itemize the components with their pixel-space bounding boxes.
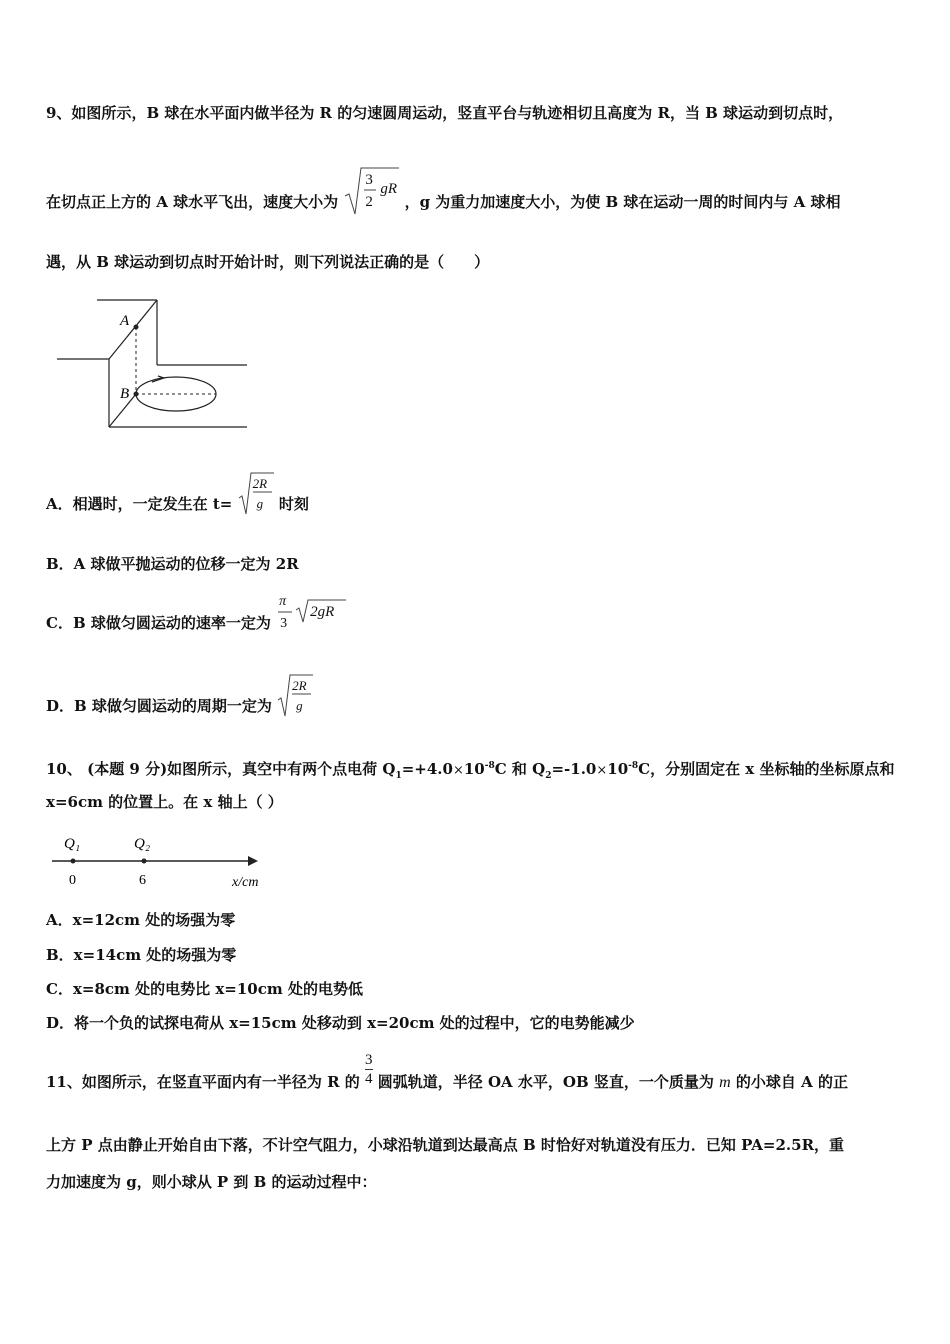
q11-fraction (365, 1051, 373, 1088)
charge-q2 (142, 859, 147, 864)
q9-option-c[interactable] (46, 594, 346, 636)
q10-q2-sub: 2 (545, 771, 552, 781)
q9-option-c-text: C．B 球做匀圆运动的速率一定为 (46, 614, 271, 632)
q11-text-b: 圆弧轨道，半径 OA 水平，OB 竖直，一个质量为 (377, 1073, 714, 1091)
q9-option-a[interactable] (46, 476, 309, 516)
q9-c-num: π (279, 594, 287, 609)
q10-ten-2: 10 (607, 760, 629, 778)
q10-ten-1: 10 (463, 760, 485, 778)
axis-arrow (248, 856, 258, 866)
q9-speed-den: 2 (365, 194, 373, 210)
q10-exp-1: -8 (484, 761, 495, 771)
q9-a-den: g (256, 496, 264, 511)
q9-a-num: 2R (252, 476, 268, 491)
q10-text-e: C，分别固定在 x 坐标轴的坐标原点和 (638, 760, 895, 778)
axis-label-q2: Q₂ (134, 836, 151, 852)
q9-d-den: g (296, 698, 303, 713)
q9-figure (52, 292, 252, 432)
q10-option-b[interactable]: B．x=14cm 处的场强为零 (46, 946, 237, 964)
label-b: B (120, 386, 130, 402)
q10-axis-figure (48, 830, 278, 892)
q11-stem-line3: 力加速度为 g，则小球从 P 到 B 的运动过程中： (46, 1173, 377, 1191)
axis-unit: x/cm (232, 875, 259, 890)
q9-option-b[interactable]: B．A 球做平抛运动的位移一定为 2R (46, 555, 299, 573)
q9-option-d-text: D．B 球做匀圆运动的周期一定为 (46, 697, 272, 715)
q10-text-d: =-1.0 (551, 760, 597, 778)
q10-times-2: × (596, 763, 608, 778)
q11-text-a: 11、如图所示，在竖直平面内有一半径为 R 的 (46, 1073, 360, 1091)
q9-speed-expression (343, 164, 399, 216)
q9-option-a-suffix: 时刻 (278, 495, 309, 513)
axis-tick-6: 6 (139, 873, 146, 888)
q9-stem-line2-a: 在切点正上方的 A 球水平飞出，速度大小为 (46, 193, 339, 211)
q9-option-a-text: A．相遇时，一定发生在 t= (46, 495, 233, 513)
q11-mass-symbol: m (719, 1074, 731, 1091)
q10-option-c[interactable]: C．x=8cm 处的电势比 x=10cm 处的电势低 (46, 980, 363, 998)
charge-q1 (71, 859, 76, 864)
q11-frac-den: 4 (365, 1070, 373, 1087)
q9-option-d-expr (277, 672, 313, 718)
label-a: A (120, 313, 130, 329)
q11-frac-num: 3 (365, 1051, 373, 1068)
q9-c-root: 2gR (310, 604, 335, 620)
q9-option-d[interactable] (46, 678, 313, 718)
q10-text-c: C 和 Q (494, 760, 546, 778)
q9-speed-num: 3 (365, 172, 373, 188)
q9-stem-line2-b: ，g 为重力加速度大小，为使 B 球在运动一周的时间内与 A 球相 (404, 193, 841, 211)
axis-label-q1: Q₁ (64, 836, 81, 852)
axis-tick-0: 0 (69, 873, 76, 888)
q10-times-1: × (452, 763, 464, 778)
q10-text-b: =+4.0 (401, 760, 453, 778)
q9-c-den: 3 (280, 616, 288, 631)
q10-option-a[interactable]: A．x=12cm 处的场强为零 (46, 911, 236, 929)
q9-speed-gr: gR (380, 181, 397, 197)
q9-option-a-expr (238, 470, 274, 516)
q9-option-c-expr (276, 590, 346, 636)
q11-stem-line1 (46, 1051, 849, 1093)
q11-text-c: 的小球自 A 的正 (735, 1073, 849, 1091)
q9-stem-line2 (46, 172, 841, 216)
q10-stem-line2: x=6cm 的位置上。在 x 轴上（ ） (46, 793, 283, 811)
q9-stem-line1: 9、如图所示，B 球在水平面内做半径为 R 的匀速圆周运动，竖直平台与轨迹相切且高度为 R，当 B 球运动到切点时， (46, 104, 844, 122)
ball-a (134, 325, 139, 330)
q11-stem-line2: 上方 P 点由静止开始自由下落，不计空气阻力，小球沿轨道到达最高点 B 时恰好对轨道没有压力．已知 PA=2.5R，重 (46, 1136, 845, 1154)
q10-exp-2: -8 (628, 761, 639, 771)
q10-text-a: 10、 (本题 9 分)如图所示，真空中有两个点电荷 Q (46, 760, 396, 778)
q10-option-d[interactable]: D．将一个负的试探电荷从 x=15cm 处移动到 x=20cm 处的过程中，它的电势能减少 (46, 1014, 635, 1032)
q10-stem-line1 (46, 756, 894, 786)
q9-stem-line3: 遇，从 B 球运动到切点时开始计时，则下列说法正确的是（ ） (46, 253, 490, 271)
q9-d-num: 2R (292, 678, 307, 693)
q10-q1-sub: 1 (395, 771, 402, 781)
